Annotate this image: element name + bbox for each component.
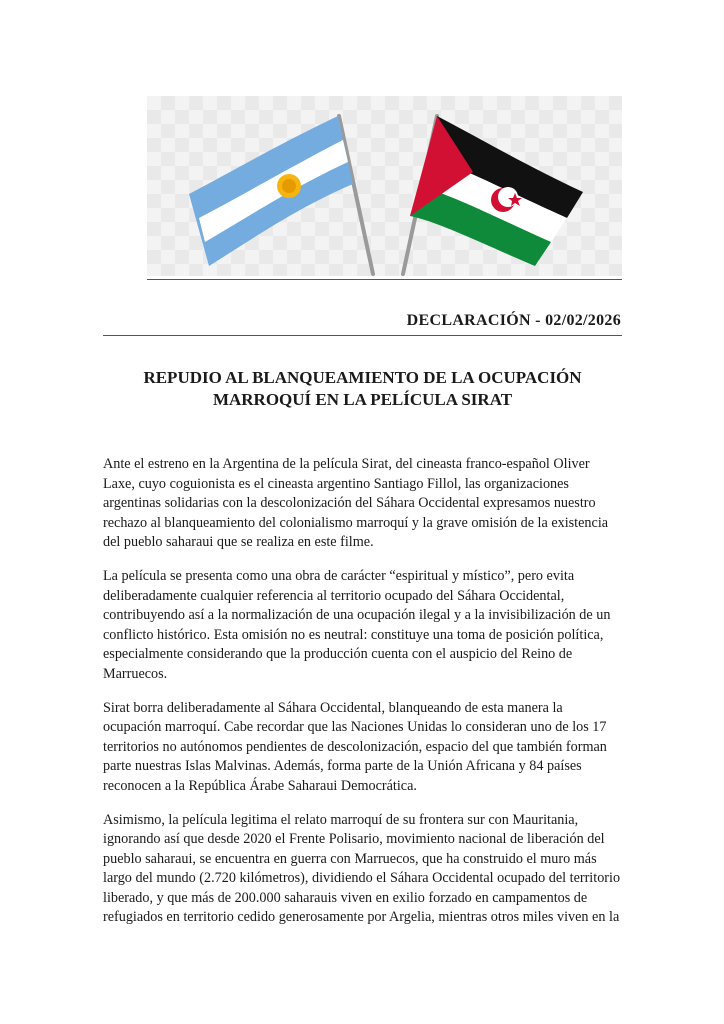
paragraph-1: Ante el estreno en la Argentina de la película Sirat, del cineasta franco-español Oliver Laxe, cuyo coguionista es el cineasta argentino Santiago Fillol, las organizaciones argentinas solidarias con la descolonización del Sáhara Occidental expresamos nuestro rechazo al blanqueamiento del colonialismo marroquí y la grave omisión de la existencia del pueblo saharaui que se realiza en este filme.: [103, 456, 609, 551]
paragraph-3: Sirat borra deliberadamente al Sáhara Occidental, blanqueando de esta manera la ocupación marroquí. Cabe recordar que las Naciones Unidas lo consideran uno de los 17 territorios no autónomos pendientes de descolonización, espacio del que también forman parte nuestras Islas Malvinas. Además, forma parte de la Unión Africana y 84 países reconocen a la República Árabe Saharaui Democrática.: [103, 699, 607, 794]
declaration-date: DECLARACIÓN - 02/02/2026: [406, 312, 621, 329]
document-title: [103, 367, 622, 411]
crossed-flags-illustration: [147, 96, 622, 276]
paragraph-2: La película se presenta como una obra de carácter “espiritual y místico”, pero evita deliberadamente cualquier referencia al territorio ocupado del Sáhara Occidental, contribuyendo así a la normalización de una ocupación ilegal y a la invisibilización de un conflicto histórico. Esta omisión no es neutral: constituye una toma de posición política, especialmente considerando que la producción cuenta con el auspicio del Reino de Marruecos.: [103, 567, 611, 682]
sahrawi-flag: [410, 116, 583, 266]
paragraph-4: Asimismo, la película legitima el relato marroquí de su frontera sur con Mauritania, ignorando así que desde 2020 el Frente Polisario, movimiento nacional de liberación del pueblo saharaui, se encuentra en guerra con Marruecos, que ha construido el muro más largo del mundo (2.720 kilómetros), dividiendo el Sáhara Occidental ocupado del territorio liberado, y que más de 200.000 saharauis viven en exilio forzado en campamentos de refugiados en territorio cedido generosamente por Argelia, mientras otros miles viven en la: [103, 811, 621, 926]
header-rule: [103, 335, 622, 336]
title-line-2: MARROQUÍ EN LA PELÍCULA SIRAT: [212, 390, 513, 409]
argentina-flag: [189, 116, 353, 266]
top-rule: [147, 279, 622, 280]
argentina-flag-pole: [339, 116, 373, 274]
document-body: [103, 455, 622, 942]
flags-banner: [147, 96, 622, 276]
title-line-1: REPUDIO AL BLANQUEAMIENTO DE LA OCUPACIÓN: [143, 368, 582, 387]
